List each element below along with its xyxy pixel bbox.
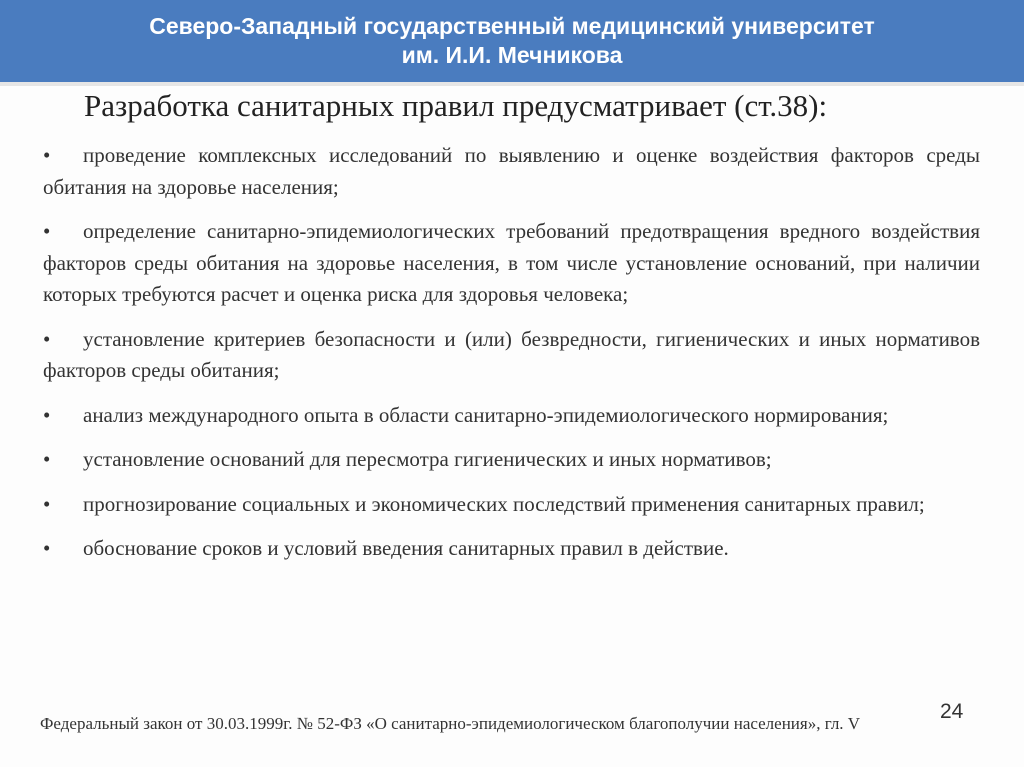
bullet-text: проведение комплексных исследований по выявлению и оценке воздействия факторов среды обитания на здоровье населения; bbox=[43, 143, 980, 199]
bullet-marker: • bbox=[43, 143, 51, 167]
bullet-text: анализ международного опыта в области санитарно-эпидемиологического нормирования; bbox=[83, 402, 889, 427]
bullet-text: обоснование сроков и условий введения санитарных правил в действие. bbox=[83, 536, 729, 560]
bullet-item bbox=[43, 400, 980, 432]
bullet-item bbox=[43, 533, 980, 565]
slide-title: Разработка санитарных правил предусматривает (ст.38): bbox=[84, 88, 828, 123]
bullet-marker: • bbox=[43, 536, 51, 560]
bullet-text: прогнозирование социальных и экономических последствий применения санитарных правил; bbox=[83, 491, 925, 516]
page-number: 24 bbox=[940, 700, 964, 723]
bullet-item bbox=[43, 489, 980, 521]
header-university-honorific: им. И.И. Мечникова bbox=[401, 42, 623, 68]
header-university-name: Северо-Западный государственный медицинский университет bbox=[149, 13, 875, 39]
bullet-text: определение санитарно-эпидемиологических требований предотвращения вредного воздействия факторов среды обитания на здоровье населения, в том числе установление оснований, при наличии которых требуются расчет и оценка риска для здоровья человека; bbox=[43, 219, 980, 306]
bullet-marker: • bbox=[43, 326, 51, 351]
slide-header bbox=[0, 0, 1024, 82]
bullet-list bbox=[43, 140, 980, 578]
bullet-item bbox=[43, 324, 980, 387]
footer-citation: Федеральный закон от 30.03.1999г. № 52-ФЗ «О санитарно-эпидемиологическом благополучии населения», гл. V bbox=[40, 714, 861, 733]
bullet-marker: • bbox=[43, 447, 51, 471]
bullet-marker: • bbox=[43, 491, 51, 516]
bullet-text: установление оснований для пересмотра гигиенических и иных нормативов; bbox=[83, 447, 772, 471]
bullet-marker: • bbox=[43, 402, 51, 427]
bullet-marker: • bbox=[43, 219, 51, 243]
bullet-item bbox=[43, 140, 980, 203]
bullet-item bbox=[43, 444, 980, 476]
bullet-text: установление критериев безопасности и (или) безвредности, гигиенических и иных нормативов факторов среды обитания; bbox=[43, 326, 980, 382]
bullet-item bbox=[43, 216, 980, 311]
